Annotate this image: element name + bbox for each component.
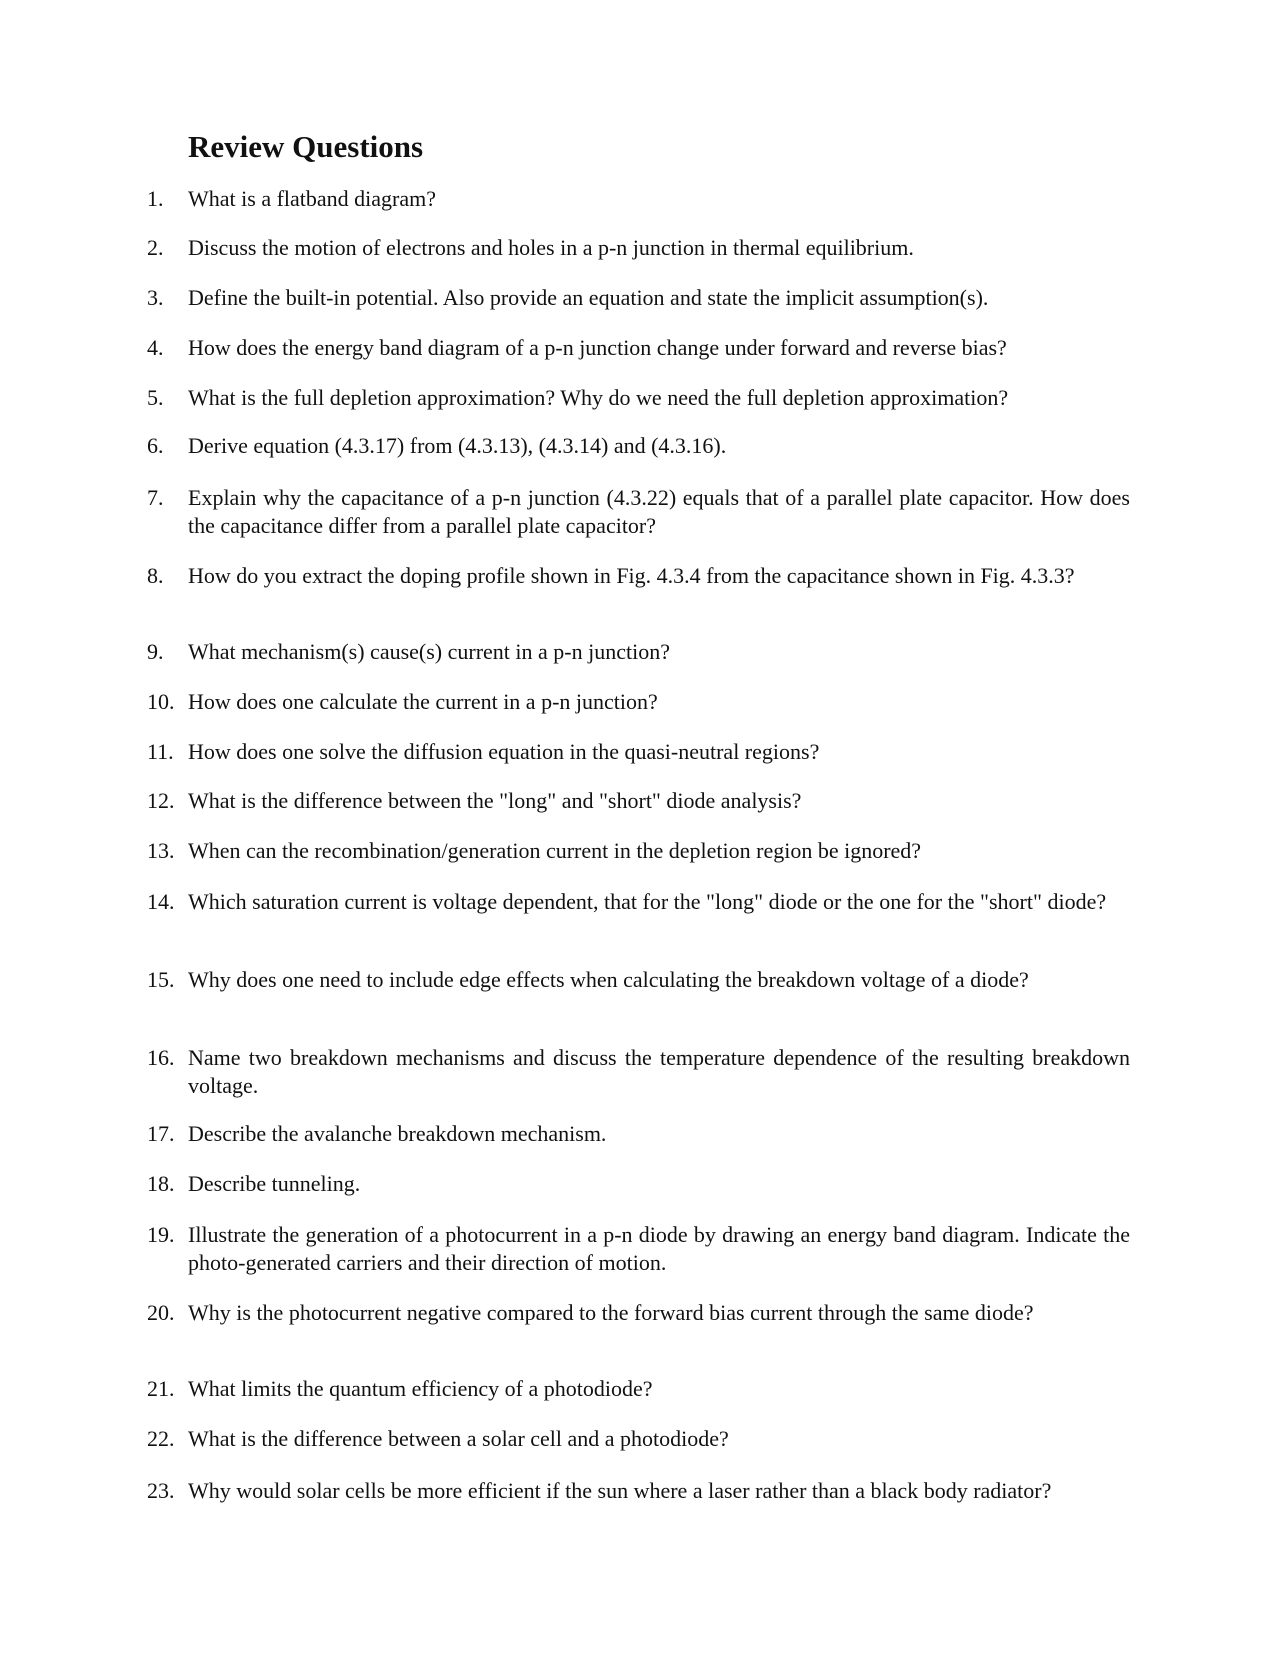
- question-text: Describe the avalanche breakdown mechanism.: [188, 1121, 607, 1146]
- question-item: [147, 787, 1130, 815]
- question-text: Why is the photocurrent negative compared to the forward bias current through the same diode?: [188, 1300, 1034, 1325]
- question-item: [147, 888, 1130, 916]
- question-item: [147, 1299, 1130, 1327]
- question-text: Derive equation (4.3.17) from (4.3.13), (4.3.14) and (4.3.16).: [188, 433, 727, 458]
- question-number: 21.: [147, 1376, 175, 1401]
- question-text: When can the recombination/generation current in the depletion region be ignored?: [188, 838, 922, 863]
- question-text: Define the built-in potential. Also provide an equation and state the implicit assumption(s).: [188, 285, 989, 310]
- question-number: 17.: [147, 1121, 175, 1146]
- question-number: 2.: [147, 235, 164, 260]
- question-number: 1.: [147, 186, 164, 211]
- question-text: How does one calculate the current in a p-n junction?: [188, 689, 658, 714]
- question-item: [147, 1221, 1130, 1276]
- question-item: [147, 1477, 1130, 1505]
- question-text: What is the difference between the "long" and "short" diode analysis?: [188, 788, 802, 813]
- question-item: [147, 966, 1130, 994]
- question-text: Discuss the motion of electrons and holes in a p-n junction in thermal equilibrium.: [188, 235, 914, 260]
- question-item: [147, 688, 1130, 716]
- question-item: [147, 1425, 1130, 1453]
- question-text: Why does one need to include edge effects when calculating the breakdown voltage of a diode?: [188, 967, 1029, 992]
- question-text: Why would solar cells be more efficient if the sun where a laser rather than a black body radiator?: [188, 1478, 1052, 1503]
- question-item: [147, 638, 1130, 666]
- question-number: 20.: [147, 1300, 175, 1325]
- question-number: 6.: [147, 433, 164, 458]
- question-item: [147, 1375, 1130, 1403]
- question-item: [147, 1044, 1130, 1099]
- question-text: Name two breakdown mechanisms and discuss the temperature dependence of the resulting breakdown voltage.: [188, 1045, 1130, 1098]
- question-item: [147, 562, 1130, 590]
- question-item: [147, 1170, 1130, 1198]
- question-number: 15.: [147, 967, 175, 992]
- question-text: How do you extract the doping profile shown in Fig. 4.3.4 from the capacitance shown in Fig. 4.3.3?: [188, 563, 1075, 588]
- question-number: 3.: [147, 285, 164, 310]
- question-number: 5.: [147, 385, 164, 410]
- question-text: How does the energy band diagram of a p-n junction change under forward and reverse bias?: [188, 335, 1007, 360]
- question-item: [147, 1120, 1130, 1148]
- question-number: 7.: [147, 485, 164, 510]
- question-text: What is a flatband diagram?: [188, 186, 437, 211]
- question-number: 13.: [147, 838, 175, 863]
- question-text: What mechanism(s) cause(s) current in a p-n junction?: [188, 639, 670, 664]
- question-text: What is the difference between a solar cell and a photodiode?: [188, 1426, 729, 1451]
- question-text: How does one solve the diffusion equation in the quasi-neutral regions?: [188, 739, 820, 764]
- question-number: 4.: [147, 335, 164, 360]
- question-number: 11.: [147, 739, 174, 764]
- question-number: 18.: [147, 1171, 175, 1196]
- question-item: [147, 837, 1130, 865]
- question-item: [147, 185, 1130, 213]
- question-text: What limits the quantum efficiency of a photodiode?: [188, 1376, 653, 1401]
- question-item: [147, 484, 1130, 539]
- question-item: [147, 284, 1130, 312]
- question-item: [147, 432, 1130, 460]
- question-number: 14.: [147, 889, 175, 914]
- question-number: 23.: [147, 1478, 175, 1503]
- question-text: What is the full depletion approximation? Why do we need the full depletion approximation?: [188, 385, 1009, 410]
- question-number: 22.: [147, 1426, 175, 1451]
- question-text: Illustrate the generation of a photocurrent in a p-n diode by drawing an energy band diagram. Indicate the photo-generated carriers and their direction of motion.: [188, 1222, 1130, 1275]
- question-text: Which saturation current is voltage dependent, that for the "long" diode or the one for the "short" diode?: [188, 889, 1107, 914]
- page-title: Review Questions: [188, 129, 424, 164]
- question-number: 9.: [147, 639, 164, 664]
- question-item: [147, 738, 1130, 766]
- question-item: [147, 334, 1130, 362]
- question-number: 16.: [147, 1045, 175, 1070]
- question-number: 10.: [147, 689, 175, 714]
- question-text: Explain why the capacitance of a p-n junction (4.3.22) equals that of a parallel plate capacitor. How does the capacitance differ from a parallel plate capacitor?: [188, 485, 1130, 538]
- question-number: 8.: [147, 563, 164, 588]
- question-text: Describe tunneling.: [188, 1171, 361, 1196]
- question-number: 12.: [147, 788, 175, 813]
- question-item: [147, 384, 1130, 412]
- question-number: 19.: [147, 1222, 175, 1247]
- question-item: [147, 234, 1130, 262]
